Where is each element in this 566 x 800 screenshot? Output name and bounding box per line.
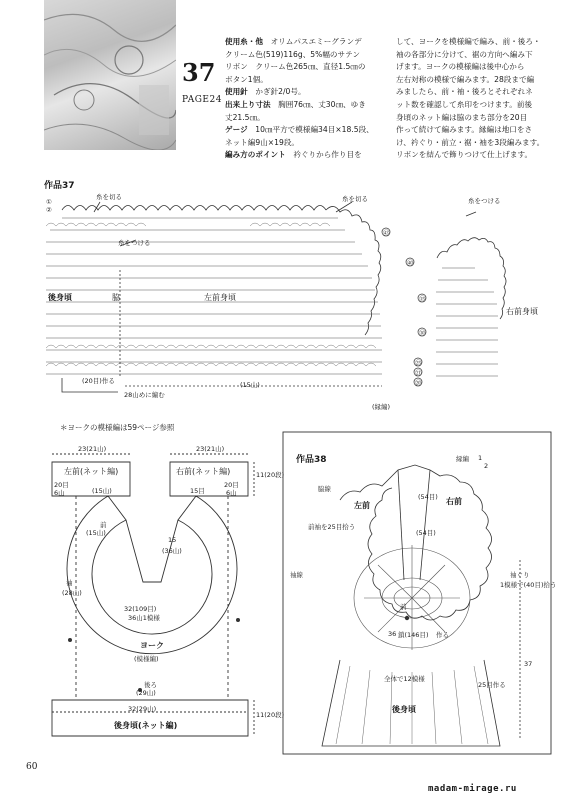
side-height: 11(20段)	[256, 471, 285, 479]
row-30: ㉚	[419, 329, 426, 337]
diagram38-title: 作品38	[296, 455, 327, 465]
page-number: 60	[26, 762, 38, 772]
sleeve-28: (28山)	[62, 589, 82, 597]
pattern-number: 37	[182, 58, 216, 87]
d38-height: 37	[524, 660, 533, 668]
d38-right-front: 右前	[446, 497, 462, 506]
left-front-label: 左前身頃	[204, 293, 236, 302]
neck-width: 32(109目)	[124, 605, 157, 613]
l-20: 20目	[54, 481, 69, 489]
l-6: 6山	[54, 489, 65, 497]
r-20: 20目	[224, 481, 239, 489]
method-text-block: して、ヨークを模様編で編み、前・後ろ・ 袖の各部分に分けて、裾の方向へ編み下 げます。ヨークの模様編は後中心から 左右対称の模様で編みます。28段まで編 みましたら、前・袖・後ろとそれぞれネ ット数を確認して糸印をつけます。前後 身頃のネット編は脇のまち部分を20目 作って続けて編みます。縁編は地口をさ け、衿ぐり・前立・裾・袖を3段編みます。 リボンを結んで飾りつけて仕上げます。	[396, 37, 545, 160]
bottom-width: 32(29山)	[128, 705, 157, 713]
yoke-note: ＊ヨークの模様編は59ページ参照	[60, 423, 175, 432]
d38-ring-count: 鎖(146目)	[398, 631, 429, 639]
cut-thread-mid: 糸を切る	[342, 195, 368, 203]
top-right-width: 23(21山)	[196, 445, 225, 453]
d38-sleeve-edge: 袖ぐり	[510, 571, 530, 579]
d38-count54b: (54目)	[416, 529, 436, 537]
yoke-stitch: (模様編)	[134, 655, 159, 663]
row-20: ⑳	[415, 379, 422, 387]
row-43: ㊸	[383, 229, 390, 237]
page-reference: PAGE24	[182, 95, 222, 105]
d38-ring-make: 作る	[436, 631, 449, 639]
d38-edge: 縁編	[456, 455, 469, 463]
d38-front-pick: 前袖を25目拾う	[308, 523, 356, 531]
yoke-right-front: 右前(ネット編)	[176, 467, 231, 476]
yoke-left-front: 左前(ネット編)	[64, 467, 119, 476]
spec-text-block: 使用糸・他 オリムパスエミーグランデ クリーム色(519)116g、5%幅のサテン リボン クリーム色265㎝、直径1.5㎝の ボタン1個。 使用針 かぎ針2/0号。 出来上り寸法 胸囲76㎝、丈30㎝、ゆき 丈21.5㎝。 ゲージ 10㎝平方で模様編34目×18.5段、 ネット編9山×19段。 編み方のポイント 衿ぐりから作り目を	[225, 37, 374, 160]
d38-top2: 2	[484, 462, 489, 470]
cut-thread-left: 糸を切る	[96, 193, 122, 201]
front-15: (15山)	[86, 529, 106, 537]
row-21: ㉑	[415, 369, 422, 377]
d38-top1: 1	[478, 454, 483, 462]
row-mark-1: ①	[46, 198, 52, 206]
d38-ring36: 36	[388, 630, 397, 638]
neck-36: 36山1模様	[128, 614, 160, 622]
r-6: 6山	[226, 489, 237, 497]
l-15: (15山)	[92, 487, 112, 495]
num-36: (36山)	[162, 547, 182, 555]
back-label: 後ろ	[144, 681, 157, 689]
count-15-label: (15山)	[240, 381, 260, 389]
bottom-height: 11(20段)	[256, 711, 285, 719]
d38-side: 脇線	[318, 485, 331, 493]
d38-back-body: 後身頃	[392, 705, 416, 714]
d38-count54: (54目)	[418, 493, 438, 501]
row-40: ㊵	[407, 259, 414, 267]
d38-all12: 全体で12模様	[384, 675, 425, 683]
side-label: 脇	[112, 293, 120, 302]
sleeve-label: 袖	[66, 579, 73, 587]
site-watermark: madam-mirage.ru	[428, 784, 517, 794]
back-body-label: 後身頃	[48, 293, 72, 302]
top-left-width: 23(21山)	[78, 445, 107, 453]
d38-make25: 25目作る	[478, 681, 506, 689]
yoke-back-body: 後身頃(ネット編)	[114, 721, 178, 730]
d38-yoke-center: 前	[400, 603, 407, 611]
d38-left-front: 左前	[354, 501, 370, 510]
num-15: 15	[168, 536, 177, 544]
edge-stitch-label: (縁編)	[372, 403, 391, 411]
yoke-label: ヨーク	[140, 641, 164, 650]
back-29: (29山)	[136, 689, 156, 697]
make-20-label: (20目)作る	[82, 377, 115, 385]
row-mark-2: ②	[46, 206, 52, 214]
make-28-label: 28山めに編む	[124, 391, 165, 399]
right-front-label: 右前身頃	[506, 307, 538, 316]
row-25: ㉕	[415, 359, 422, 367]
diagram37-title: 作品37	[44, 181, 75, 191]
join-thread-left: 糸をつける	[118, 239, 151, 247]
join-thread-right: 糸をつける	[468, 197, 501, 205]
d38-sleeve-line: 袖線	[290, 571, 303, 579]
d38-sleeve-pick: 1模様で(40目)拾う	[500, 581, 557, 589]
r-15: 15目	[190, 487, 205, 495]
row-35: ㉟	[419, 295, 426, 303]
front-label: 前	[100, 521, 107, 529]
